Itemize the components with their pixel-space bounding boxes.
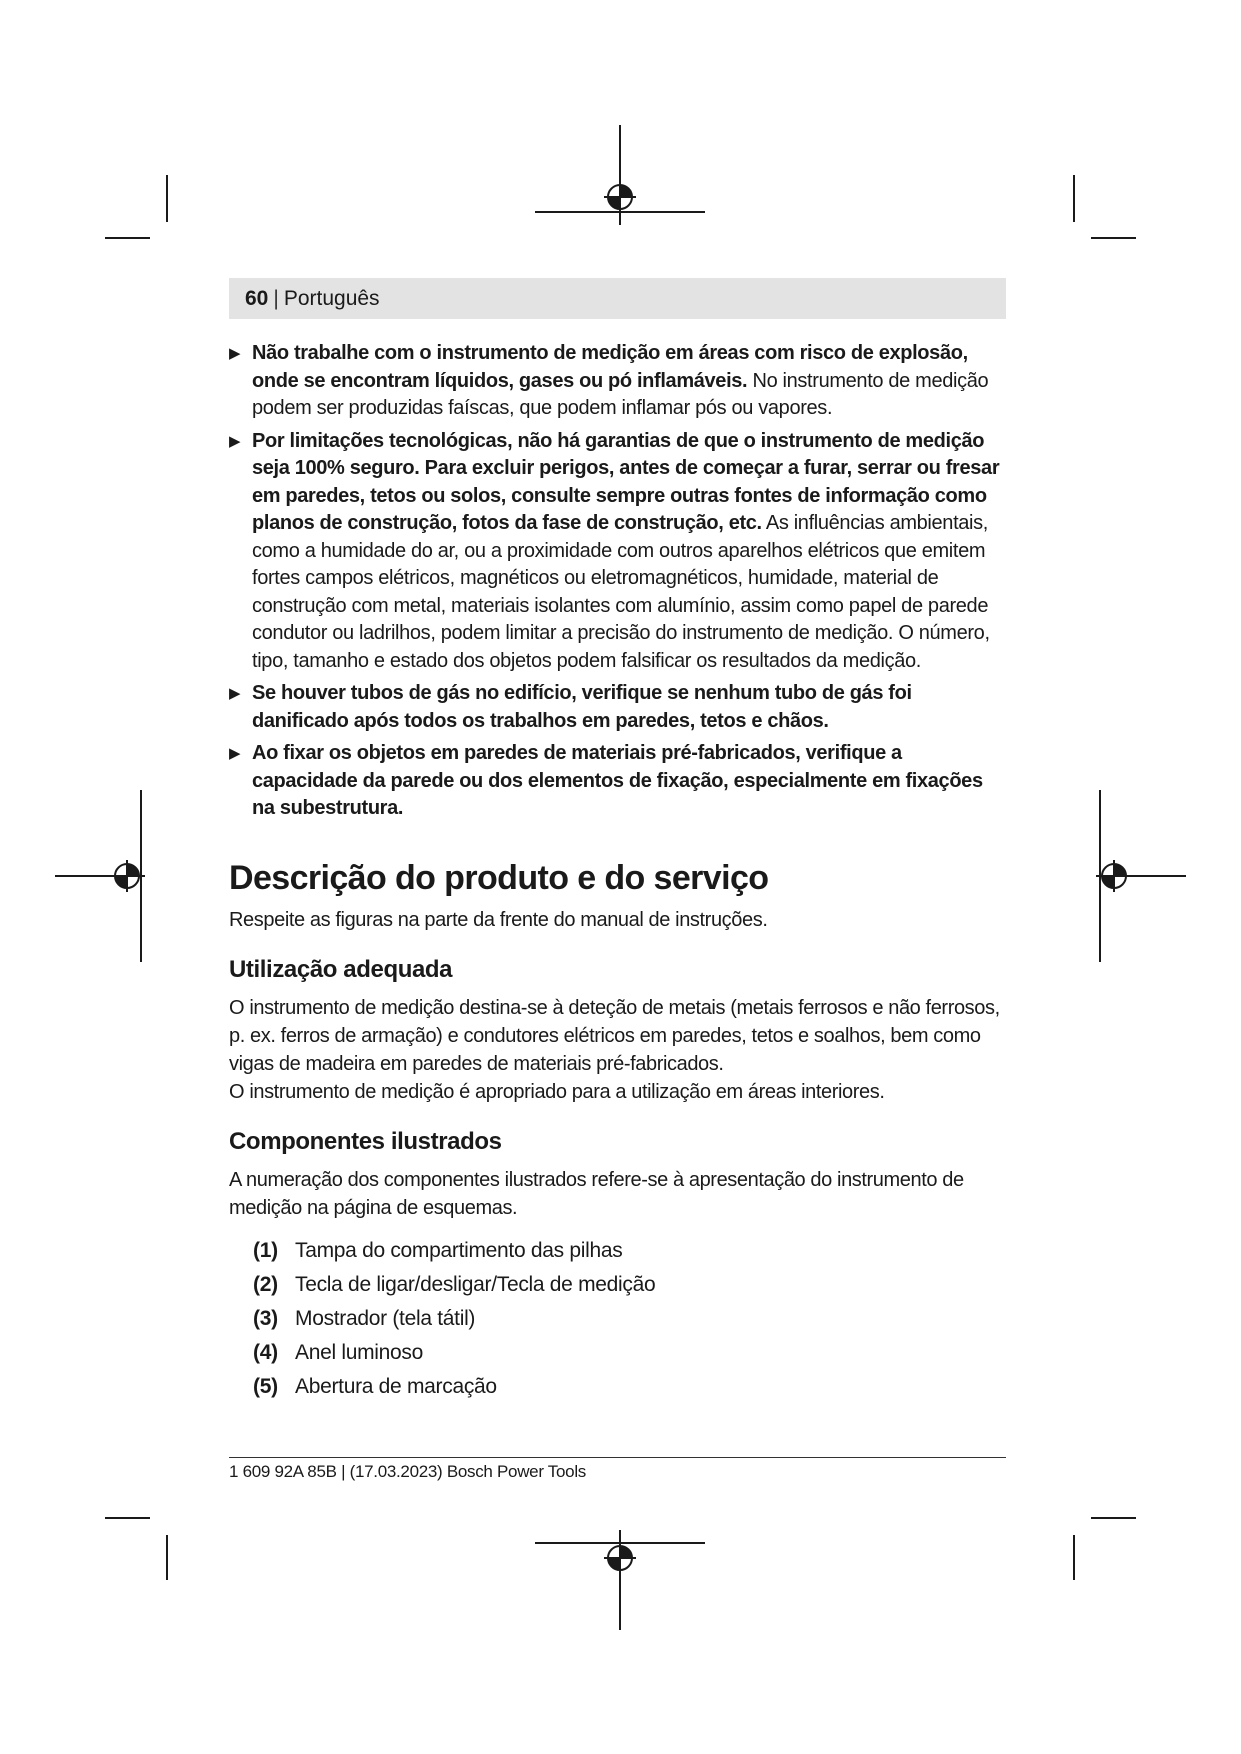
safety-warning-3 xyxy=(229,680,1006,735)
triangle-bullet-icon: ▶ xyxy=(229,345,241,362)
header-language: Português xyxy=(283,286,380,310)
component-number: (5) xyxy=(253,1374,278,1398)
component-label: Tecla de ligar/desligar/Tecla de medição xyxy=(295,1272,656,1296)
page-number: 60 xyxy=(245,286,269,310)
component-number: (3) xyxy=(253,1306,278,1330)
section-intro: Respeite as figuras na parte da frente do manual de instruções. xyxy=(229,908,768,931)
component-number: (2) xyxy=(253,1272,278,1296)
component-label: Anel luminoso xyxy=(295,1340,424,1364)
list-item xyxy=(253,1268,1006,1302)
component-number: (1) xyxy=(253,1238,278,1262)
component-label: Abertura de marcação xyxy=(295,1374,497,1398)
safety-warning-4 xyxy=(229,740,1006,823)
page-content xyxy=(229,340,1006,1404)
warning-bold-text: Se houver tubos de gás no edifício, verifique se nenhum tubo de gás foi danificado após todos os trabalhos em paredes, tetos e chãos. xyxy=(252,682,912,732)
safety-warning-1 xyxy=(229,340,1006,423)
registration-target-right xyxy=(1102,860,1126,892)
header-separator: | xyxy=(273,286,279,310)
component-number: (4) xyxy=(253,1340,278,1364)
registration-target-left xyxy=(115,860,139,892)
list-item xyxy=(253,1234,1006,1268)
warning-bold-text: Por limitações tecnológicas, não há garantias de que o instrumento de medição seja 100% seguro. Para excluir perigos, antes de começar a furar, serrar ou fresar em paredes, tetos ou solos, consulte sempre outras fontes de informação como planos de construção, fotos da fase de construção, etc. xyxy=(252,429,1000,534)
safety-warning-2 xyxy=(229,428,1006,676)
component-label: Tampa do compartimento das pilhas xyxy=(295,1238,623,1262)
section-title: Descrição do produto e do serviço xyxy=(229,858,769,897)
registration-target-top xyxy=(604,185,636,209)
list-item xyxy=(253,1370,1006,1404)
page-footer: 1 609 92A 85B | (17.03.2023) Bosch Power Tools xyxy=(229,1457,1006,1482)
intended-use-paragraph-1: O instrumento de medição destina-se à deteção de metais (metais ferrosos e não ferrosos, p. ex. ferros de armação) e condutores elétricos em paredes, tetos e soalhos, bem como vigas de madeira em paredes de materiais pré-fabricados. xyxy=(229,996,1000,1075)
triangle-bullet-icon: ▶ xyxy=(229,432,241,450)
list-item xyxy=(253,1336,1006,1370)
warning-bold-text: Ao fixar os objetos em paredes de materiais pré-fabricados, verifique a capacidade da parede ou dos elementos de fixação, especialmente em fixações na subestrutura. xyxy=(252,742,983,819)
components-list xyxy=(253,1234,1006,1404)
component-label: Mostrador (tela tátil) xyxy=(295,1306,476,1330)
components-title: Componentes ilustrados xyxy=(229,1127,502,1155)
components-intro: A numeração dos componentes ilustrados refere-se à apresentação do instrumento de medição na página de esquemas. xyxy=(229,1168,964,1219)
warning-bold-text: Não trabalhe com o instrumento de medição em áreas com risco de explosão, onde se encontram líquidos, gases ou pó inflamáveis. xyxy=(252,342,968,392)
triangle-bullet-icon: ▶ xyxy=(229,745,241,762)
intended-use-paragraph-2: O instrumento de medição é apropriado para a utilização em áreas interiores. xyxy=(229,1080,885,1103)
intended-use-title: Utilização adequada xyxy=(229,955,453,983)
triangle-bullet-icon: ▶ xyxy=(229,685,241,702)
registration-target-bottom xyxy=(604,1546,636,1570)
page-header xyxy=(229,278,1006,319)
warning-normal-text: As influências ambientais, como a humidade do ar, ou a proximidade com outros aparelhos elétricos que emitem fortes campos elétricos, magnéticos ou eletromagnéticos, humidade, material de construção com metal, materiais isolantes com alumínio, assim como papel de parede condutor ou ladrilhos, podem limitar a precisão do instrumento de medição. O número, tipo, tamanho e estado dos objetos podem falsificar os resultados da medição. xyxy=(252,512,990,672)
warning-normal-text: No instrumento de medição podem ser produzidas faíscas, que podem inflamar pós ou vapores. xyxy=(252,369,989,419)
list-item xyxy=(253,1302,1006,1336)
